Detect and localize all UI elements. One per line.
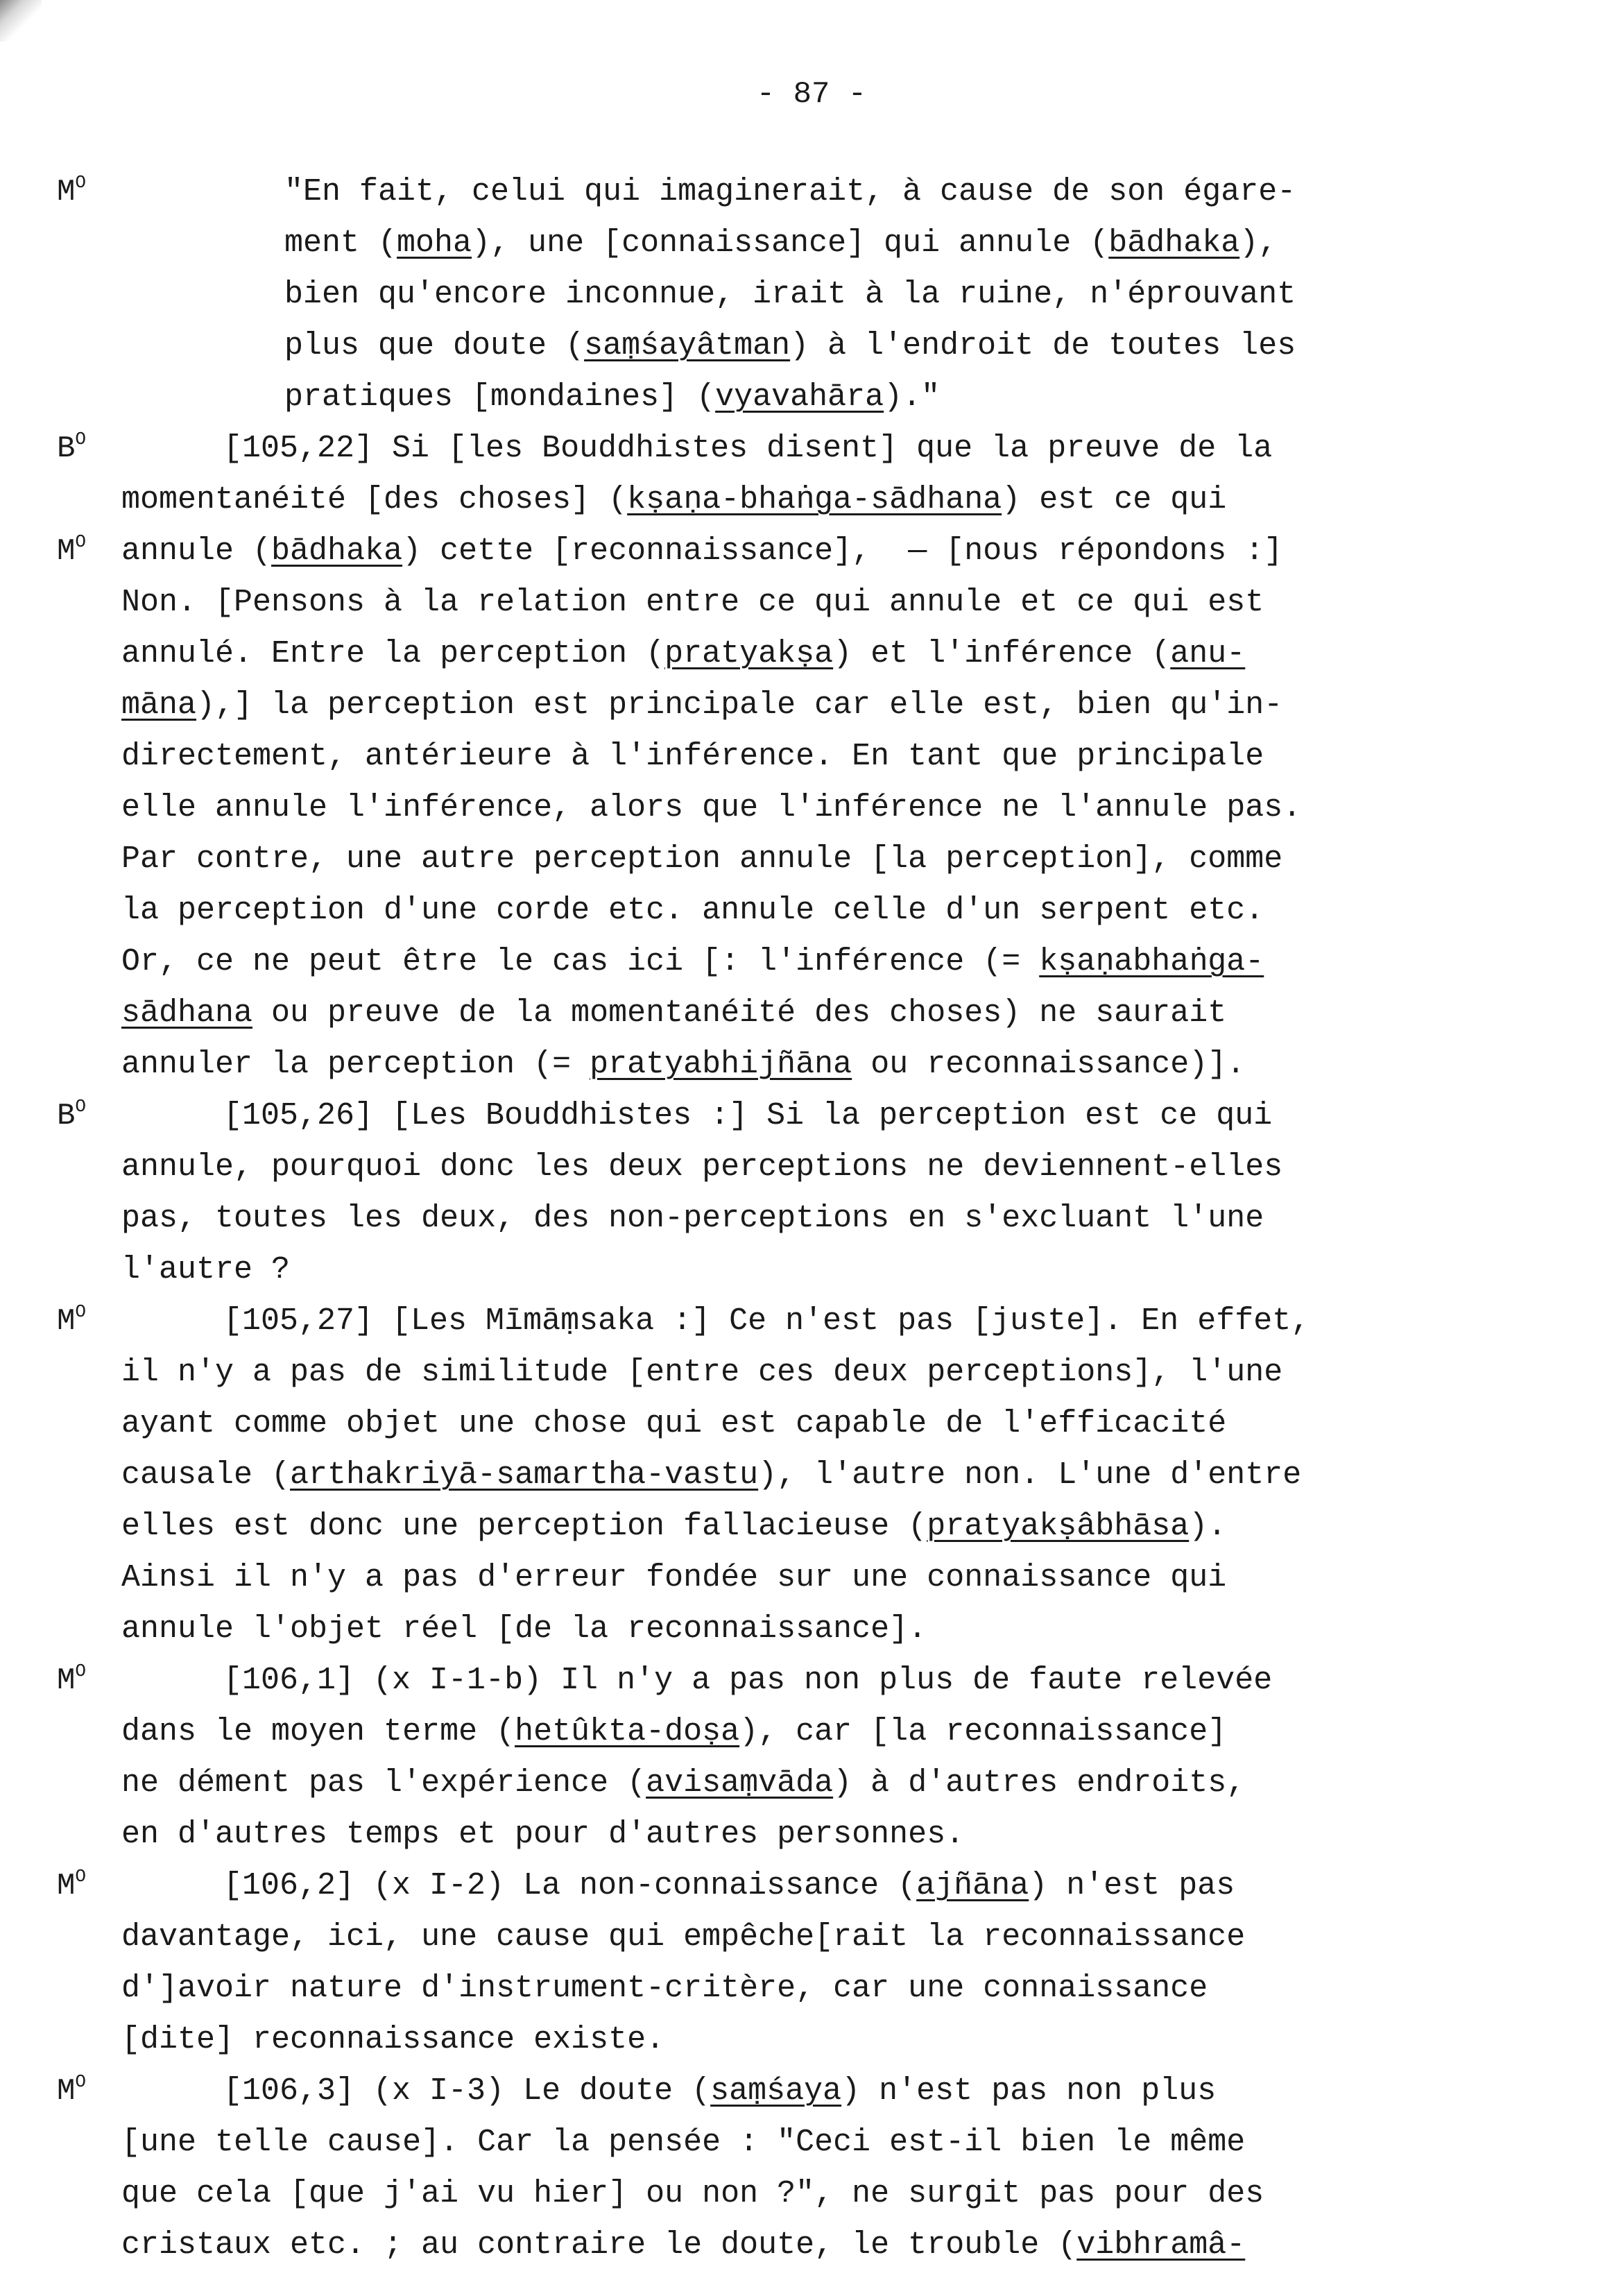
text-line <box>121 1809 964 1860</box>
text-segment: )." <box>884 379 941 415</box>
text-line <box>121 1706 1226 1758</box>
text-segment: elle annule l'inférence, alors que l'inférence ne l'annule pas. <box>121 790 1302 825</box>
text-line <box>121 1193 1264 1244</box>
text-segment: [105,26] [Les Bouddhistes :] Si la perception est ce qui <box>223 1098 1273 1133</box>
speaker-marker <box>57 166 86 218</box>
text-segment: ment ( <box>284 225 397 261</box>
text-line <box>121 1501 1226 1552</box>
speaker-marker <box>57 1860 86 1912</box>
text-line <box>121 988 1226 1039</box>
text-segment: momentanéité [des choses] ( <box>121 482 628 517</box>
marker-degree: O <box>75 1301 87 1322</box>
text-line <box>121 1039 1245 1090</box>
speaker-marker <box>57 1296 86 1347</box>
underlined-term: vyavahāra <box>715 379 884 415</box>
text-line <box>121 782 1301 834</box>
text-segment: directement, antérieure à l'inférence. En tant que principale <box>121 739 1264 774</box>
text-segment: ne dément pas l'expérience ( <box>121 1765 646 1801</box>
underlined-term: moha <box>397 225 472 261</box>
marker-degree: O <box>75 1096 87 1117</box>
underlined-term: avisaṃvāda <box>646 1765 834 1801</box>
text-segment: ou preuve de la momentanéité des choses) ne saurait <box>252 995 1227 1031</box>
text-segment: plus que doute ( <box>284 328 585 363</box>
text-segment: [dite] reconnaissance existe. <box>121 2022 665 2057</box>
text-segment: [106,3] (x I-3) Le doute ( <box>223 2073 711 2109</box>
text-segment: causale ( <box>121 1457 291 1493</box>
text-segment: ) et l'inférence ( <box>833 636 1171 671</box>
underlined-term: sādhana <box>121 995 253 1031</box>
text-segment: "En fait, celui qui imaginerait, à cause de son égare- <box>284 174 1296 209</box>
text-segment: annule ( <box>121 533 272 569</box>
marker-degree: O <box>75 172 87 193</box>
text-segment: ) à d'autres endroits, <box>833 1765 1246 1801</box>
marker-letter: M <box>57 1663 76 1698</box>
text-line <box>121 2014 664 2066</box>
page-number: - 87 - <box>756 77 867 112</box>
text-segment: [106,1] (x I-1-b) Il n'y a pas non plus de faute relevée <box>223 1663 1273 1698</box>
speaker-marker <box>57 1090 86 1142</box>
underlined-term: ajñāna <box>916 1868 1029 1903</box>
text-segment: que cela [que j'ai vu hier] ou non ?", ne surgit pas pour des <box>121 2176 1264 2211</box>
underlined-term: saṃśayâtman <box>584 328 791 363</box>
text-segment: ) est ce qui <box>1002 482 1227 517</box>
text-line <box>121 577 1264 628</box>
text-line <box>121 680 1282 731</box>
text-segment: d']avoir nature d'instrument-critère, car une connaissance <box>121 1971 1208 2006</box>
text-line <box>223 2066 1216 2117</box>
underlined-term: māna <box>121 687 197 723</box>
text-line <box>284 269 1296 320</box>
underlined-term: pratyakṣa <box>664 636 834 671</box>
text-line <box>121 1604 927 1655</box>
text-segment: ) n'est pas <box>1029 1868 1235 1903</box>
text-segment: Non. [Pensons à la relation entre ce qui annule et ce qui est <box>121 585 1264 620</box>
text-line <box>284 320 1296 372</box>
text-line <box>121 1142 1282 1193</box>
text-line <box>121 2168 1264 2220</box>
text-line <box>121 885 1264 936</box>
text-segment: la perception d'une corde etc. annule celle d'un serpent etc. <box>121 893 1264 928</box>
text-segment: Ainsi il n'y a pas d'erreur fondée sur une connaissance qui <box>121 1560 1227 1595</box>
text-segment: ). <box>1189 1509 1227 1544</box>
text-line <box>121 1244 290 1296</box>
text-line <box>121 526 1282 577</box>
text-segment: il n'y a pas de similitude [entre ces deux perceptions], l'une <box>121 1355 1283 1390</box>
text-line <box>223 1090 1272 1142</box>
text-line <box>121 834 1282 885</box>
text-line <box>121 2117 1245 2168</box>
underlined-term: kṣaṇa-bhaṅga-sādhana <box>627 482 1002 517</box>
text-segment: ),] la perception est principale car elle est, bien qu'in- <box>196 687 1283 723</box>
text-segment: pas, toutes les deux, des non-perceptions en s'excluant l'une <box>121 1201 1264 1236</box>
marker-degree: O <box>75 1661 87 1681</box>
underlined-term: hetûkta-doṣa <box>515 1714 740 1749</box>
text-segment: davantage, ici, une cause qui empêche[rait la reconnaissance <box>121 1919 1246 1955</box>
text-segment: ayant comme objet une chose qui est capable de l'efficacité <box>121 1406 1227 1441</box>
underlined-term: pratyakṣâbhāsa <box>927 1509 1190 1544</box>
speaker-marker <box>57 2066 86 2117</box>
text-line <box>121 2220 1245 2271</box>
text-line <box>121 731 1264 782</box>
text-line <box>121 1963 1208 2014</box>
text-line <box>223 1655 1272 1706</box>
underlined-term: bādhaka <box>271 533 403 569</box>
text-segment: [105,27] [Les Mīmāṃsaka :] Ce n'est pas [juste]. En effet, <box>223 1303 1310 1339</box>
underlined-term: kṣaṇabhaṅga- <box>1039 944 1264 979</box>
text-segment: [105,22] Si [les Bouddhistes disent] que la preuve de la <box>223 431 1273 466</box>
text-line <box>223 1860 1235 1912</box>
text-segment: ) cette [reconnaissance], — [nous répondons :] <box>402 533 1283 569</box>
marker-letter: B <box>57 431 76 466</box>
marker-letter: M <box>57 1304 76 1339</box>
text-line <box>223 423 1272 474</box>
text-segment: [une telle cause]. Car la pensée : "Ceci est-il bien le même <box>121 2125 1246 2160</box>
text-line <box>121 1347 1282 1398</box>
text-segment: annule l'objet réel [de la reconnaissance]. <box>121 1611 927 1647</box>
text-segment: Par contre, une autre perception annule [la perception], comme <box>121 841 1283 877</box>
text-line <box>121 1398 1226 1450</box>
marker-letter: B <box>57 1099 76 1133</box>
text-segment: ), une [connaissance] qui annule ( <box>472 225 1109 261</box>
underlined-term: arthakriyā-samartha-vastu <box>290 1457 759 1493</box>
text-segment: ), <box>1239 225 1278 261</box>
speaker-marker <box>57 1655 86 1706</box>
marker-letter: M <box>57 1869 76 1903</box>
marker-degree: O <box>75 1866 87 1887</box>
text-line <box>121 474 1226 526</box>
marker-letter: M <box>57 2074 76 2109</box>
text-segment: ou reconnaissance)]. <box>852 1047 1246 1082</box>
speaker-marker <box>57 526 86 577</box>
text-line <box>121 1450 1301 1501</box>
text-line <box>121 628 1245 680</box>
text-segment: l'autre ? <box>121 1252 291 1287</box>
text-segment: Or, ce ne peut être le cas ici [: l'inférence (= <box>121 944 1040 979</box>
underlined-term: saṃśaya <box>710 2073 842 2109</box>
speaker-marker <box>57 423 86 474</box>
text-line <box>284 166 1296 218</box>
text-line <box>121 1912 1245 1963</box>
underlined-term: pratyabhijñāna <box>590 1047 852 1082</box>
text-segment: en d'autres temps et pour d'autres personnes. <box>121 1817 965 1852</box>
text-segment: ) à l'endroit de toutes les <box>790 328 1296 363</box>
text-segment: annuler la perception (= <box>121 1047 590 1082</box>
text-line <box>223 1296 1309 1347</box>
text-segment: [106,2] (x I-2) La non-connaissance ( <box>223 1868 917 1903</box>
text-line <box>284 218 1277 269</box>
text-segment: cristaux etc. ; au contraire le doute, le trouble ( <box>121 2227 1077 2263</box>
text-line <box>121 1758 1245 1809</box>
text-segment: elles est donc une perception fallacieuse ( <box>121 1509 927 1544</box>
underlined-term: vibhramâ- <box>1076 2227 1246 2263</box>
text-line <box>121 1552 1226 1604</box>
text-segment: bien qu'encore inconnue, irait à la ruine, n'éprouvant <box>284 277 1296 312</box>
text-line <box>121 936 1264 988</box>
text-segment: pratiques [mondaines] ( <box>284 379 716 415</box>
text-segment: dans le moyen terme ( <box>121 1714 515 1749</box>
text-segment: ), l'autre non. L'une d'entre <box>758 1457 1302 1493</box>
marker-letter: M <box>57 175 76 209</box>
text-line <box>284 372 940 423</box>
marker-letter: M <box>57 534 76 569</box>
text-segment: annulé. Entre la perception ( <box>121 636 665 671</box>
underlined-term: anu- <box>1170 636 1246 671</box>
marker-degree: O <box>75 429 87 449</box>
marker-degree: O <box>75 2071 87 2092</box>
marker-degree: O <box>75 531 87 552</box>
text-segment: annule, pourquoi donc les deux perceptions ne deviennent-elles <box>121 1149 1283 1185</box>
text-segment: ) n'est pas non plus <box>841 2073 1217 2109</box>
text-segment: ), car [la reconnaissance] <box>739 1714 1227 1749</box>
underlined-term: bādhaka <box>1108 225 1240 261</box>
